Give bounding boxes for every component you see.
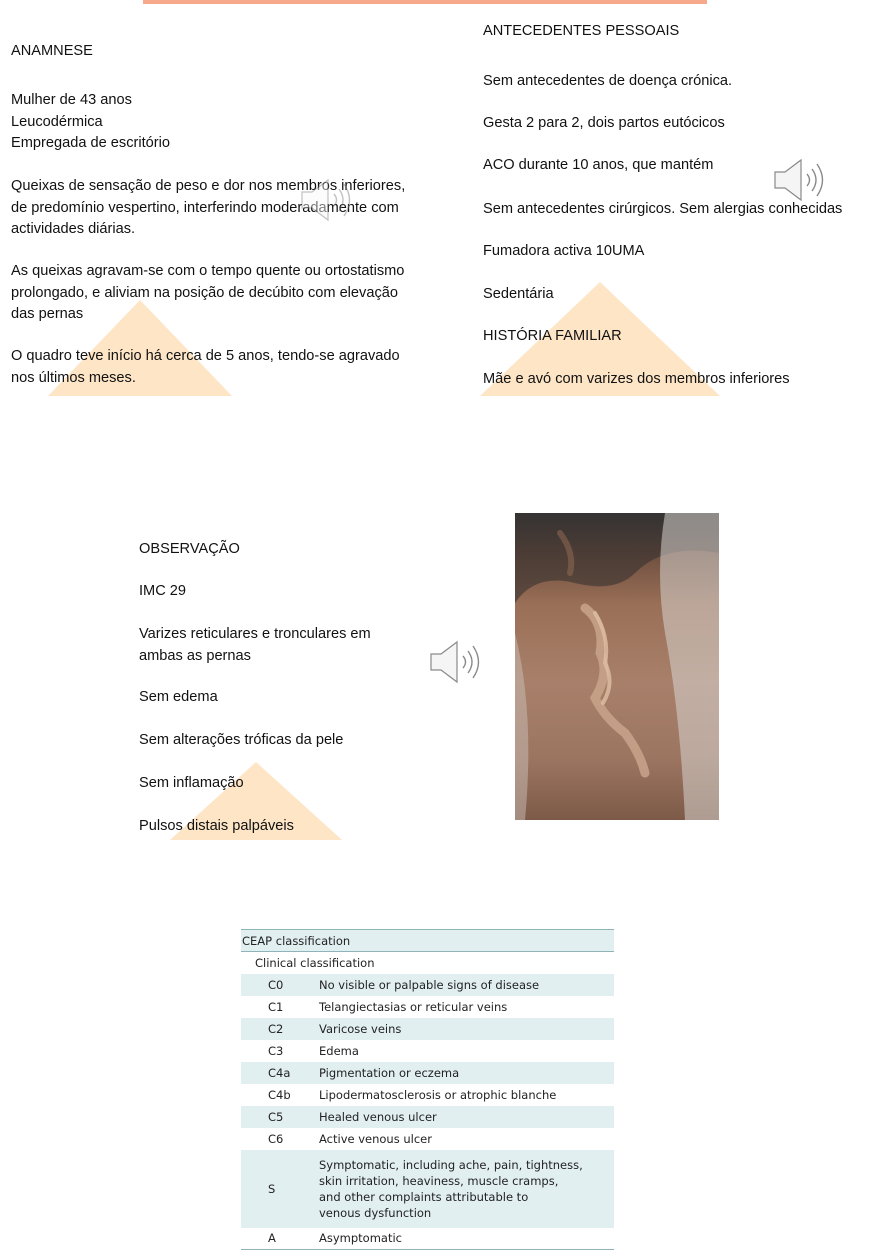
table-title-row <box>241 930 614 952</box>
ceap-description: Edema <box>319 1043 359 1058</box>
speaker-icon[interactable] <box>771 154 829 206</box>
antecedent-item: Sedentária <box>483 286 554 302</box>
table-row <box>241 1084 614 1106</box>
ceap-description: Asymptomatic <box>319 1228 614 1250</box>
onset-paragraph: O quadro teve início há cerca de 5 anos, tendo-se agravado nos últimos meses. <box>11 348 400 386</box>
table-row <box>241 1018 614 1040</box>
ceap-code: C3 <box>268 1043 284 1058</box>
ceap-code: C5 <box>241 1106 319 1128</box>
table-row <box>241 1128 614 1150</box>
ceap-description: Lipodermatosclerosis or atrophic blanche <box>319 1087 557 1102</box>
table-subtitle: Clinical classification <box>255 955 375 970</box>
ceap-code: C0 <box>241 974 319 996</box>
speaker-icon[interactable] <box>427 636 485 688</box>
complaint-paragraph: Queixas de sensação de peso e dor nos membros inferiores, de predomínio vespertino, interferindo com actividades diárias. <box>11 178 406 237</box>
ceap-code: C1 <box>268 999 284 1014</box>
ceap-code: C2 <box>241 1018 319 1040</box>
antecedentes-title: ANTECEDENTES PESSOAIS <box>483 23 680 39</box>
observation-item: IMC 29 <box>139 583 187 599</box>
observation-item: Pulsos distais palpáveis <box>139 818 294 834</box>
antecedent-item: Sem antecedentes cirúrgicos. Sem alergias conhecidas <box>483 201 843 217</box>
varicose-leg-photo <box>515 513 719 820</box>
ceap-description: Healed venous ulcer <box>319 1106 614 1128</box>
antecedent-item: Fumadora activa 10UMA <box>483 243 645 259</box>
observation-item: Varizes reticulares e tronculares em ambas as pernas <box>139 626 371 664</box>
table-subtitle-row <box>241 952 614 974</box>
ceap-description: Symptomatic, including ache, pain, tightness, skin irritation, heaviness, muscle cramps, and other complaints attributable to venous dysfunction <box>319 1150 614 1228</box>
ceap-code: C4b <box>268 1087 291 1102</box>
ceap-description: Telangiectasias or reticular veins <box>319 999 508 1014</box>
family-history-item: Mãe e avó com varizes dos membros inferiores <box>483 371 790 387</box>
ceap-description: Varicose veins <box>319 1018 614 1040</box>
observation-item: Sem alterações tróficas da pele <box>139 732 344 748</box>
ceap-description: Active venous ulcer <box>319 1131 432 1146</box>
family-history-title: HISTÓRIA FAMILIAR <box>483 328 622 344</box>
table-row <box>241 1150 614 1228</box>
accent-bar <box>143 0 707 4</box>
table-row <box>241 996 614 1018</box>
ceap-code: S <box>241 1150 319 1228</box>
table-row <box>241 1228 614 1250</box>
observation-item: Sem edema <box>139 689 218 705</box>
aggravation-paragraph: As queixas agravam-se com o tempo quente ou ortostatismo prolongado, e aliviam na posição de decúbito com elevação das pernas <box>11 263 405 322</box>
ceap-classification-table <box>241 929 614 1250</box>
table-row <box>241 1062 614 1084</box>
table-row <box>241 1106 614 1128</box>
ceap-code: A <box>241 1228 319 1250</box>
ceap-code: C4a <box>241 1062 319 1084</box>
observation-item: Sem inflamação <box>139 775 244 791</box>
observacao-title: OBSERVAÇÃO <box>139 541 240 557</box>
speaker-icon[interactable] <box>298 174 356 226</box>
ceap-description: No visible or palpable signs of disease <box>319 974 614 996</box>
antecedent-item: Sem antecedentes de doença crónica. <box>483 73 733 89</box>
table-row <box>241 1040 614 1062</box>
antecedent-item: Gesta 2 para 2, dois partos eutócicos <box>483 115 725 131</box>
antecedent-item: ACO durante 10 anos, que mantém <box>483 157 714 173</box>
anamnese-title: ANAMNESE <box>11 43 93 59</box>
patient-description: Mulher de 43 anos Leucodérmica Empregada de escritório <box>11 92 170 151</box>
ceap-description: Pigmentation or eczema <box>319 1062 614 1084</box>
ceap-code: C6 <box>268 1131 284 1146</box>
table-title: CEAP classification <box>241 930 614 952</box>
table-row <box>241 974 614 996</box>
